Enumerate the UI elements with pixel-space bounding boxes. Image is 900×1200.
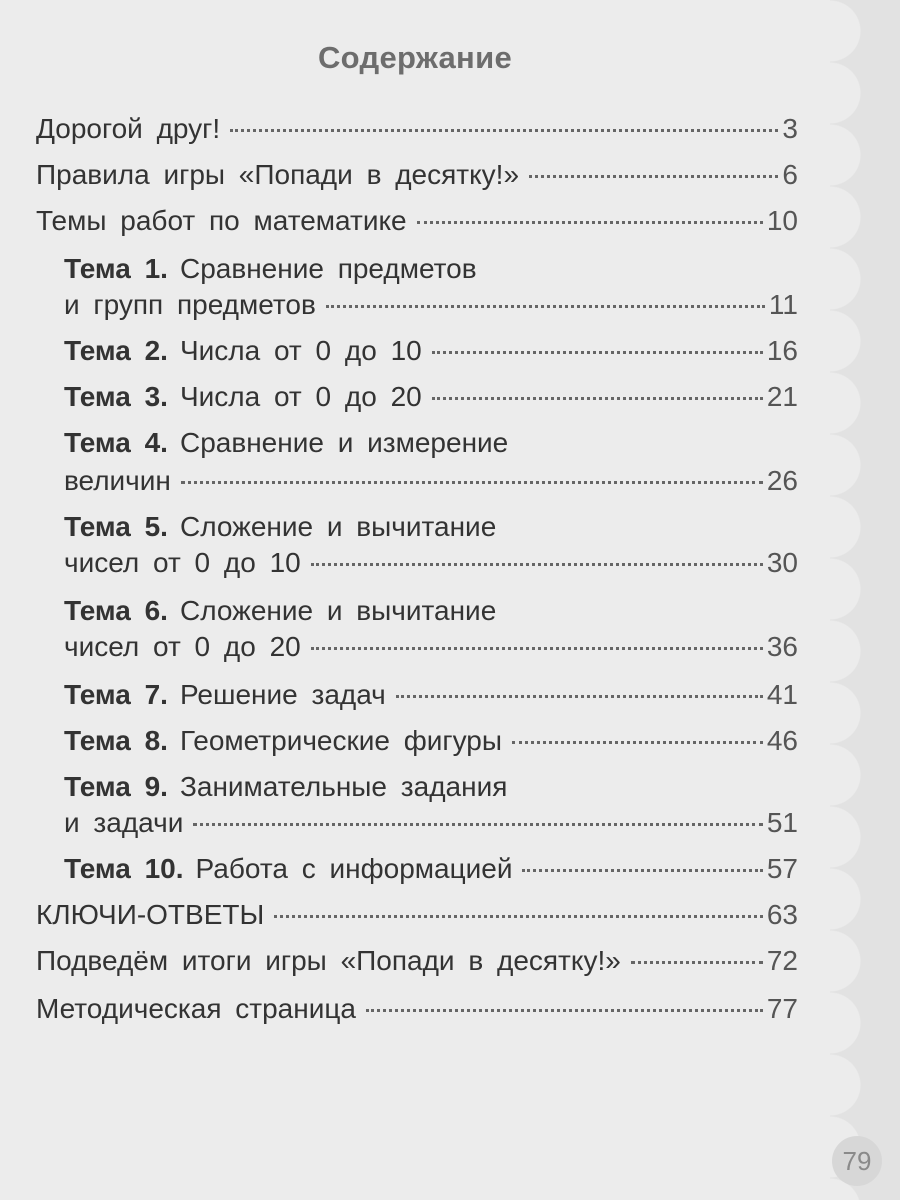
toc-entry-game-results (36, 944, 798, 978)
toc-page-number: 57 (766, 853, 798, 884)
toc-page-number: 11 (768, 289, 798, 320)
toc-entry-text: Занимательные задания (179, 771, 508, 802)
toc-entry-dear-friend (36, 112, 798, 146)
toc-page-number: 46 (766, 725, 798, 756)
dot-leader (631, 961, 763, 964)
toc-entry-topic-4-line2 (64, 464, 798, 498)
toc-entry-methodical-page (36, 992, 798, 1026)
scalloped-margin-decoration (830, 0, 900, 1200)
toc-entry-topic-3 (64, 380, 798, 414)
dot-leader (522, 869, 762, 872)
toc-entry-topic-4-line1 (64, 426, 508, 460)
topic-label: Тема 8. (64, 725, 168, 756)
dot-leader (274, 915, 763, 918)
toc-entry-topic-6-line1 (64, 594, 496, 628)
dot-leader (230, 129, 778, 132)
toc-page-number: 10 (766, 205, 798, 236)
toc-entry-topic-5-line2 (64, 546, 798, 580)
page-title: Содержание (318, 40, 512, 75)
dot-leader (311, 563, 763, 566)
toc-entry-text: Работа с информацией (195, 853, 513, 884)
toc-page-number: 16 (766, 335, 798, 366)
toc-entry-text: Сложение и вычитание (179, 595, 497, 626)
toc-page-number: 6 (782, 159, 798, 190)
toc-entry-text: и групп предметов (64, 289, 316, 320)
toc-entry-topic-6-line2 (64, 630, 798, 664)
toc-entry-text: Числа от 0 до 10 (179, 335, 422, 366)
topic-label: Тема 10. (64, 853, 184, 884)
dot-leader (326, 305, 765, 308)
toc-entry-topic-9-line1 (64, 770, 507, 804)
toc-entry-text: Решение задач (179, 679, 386, 710)
dot-leader (512, 741, 763, 744)
toc-entry-text: Правила игры «Попади в десятку!» (36, 159, 520, 190)
toc-page-number: 41 (766, 679, 798, 710)
toc-entry-text: Подведём итоги игры «Попади в десятку!» (36, 945, 621, 976)
dot-leader (432, 397, 763, 400)
dot-leader (366, 1009, 763, 1012)
toc-entry-math-topics (36, 204, 798, 238)
toc-entry-topic-8 (64, 724, 798, 758)
toc-entry-text: Сравнение предметов (179, 253, 477, 284)
toc-entry-text: Геометрические фигуры (179, 725, 503, 756)
toc-entry-topic-2 (64, 334, 798, 368)
toc-entry-game-rules (36, 158, 798, 192)
topic-label: Тема 5. (64, 511, 168, 542)
topic-label: Тема 9. (64, 771, 168, 802)
toc-page-number: 3 (782, 113, 798, 144)
toc-entry-topic-1-line2 (64, 288, 798, 322)
toc-page-number: 51 (766, 807, 798, 838)
topic-label: Тема 1. (64, 253, 168, 284)
toc-entry-topic-7 (64, 678, 798, 712)
toc-entry-topic-5-line1 (64, 510, 496, 544)
dot-leader (311, 647, 763, 650)
toc-entry-text: КЛЮЧИ-ОТВЕТЫ (36, 899, 265, 930)
topic-label: Тема 6. (64, 595, 168, 626)
toc-page-number: 63 (766, 899, 798, 930)
dot-leader (193, 823, 762, 826)
toc-page-number: 77 (766, 993, 798, 1024)
dot-leader (432, 351, 763, 354)
toc-page-number: 30 (766, 547, 798, 578)
topic-label: Тема 4. (64, 427, 168, 458)
toc-entry-text: Дорогой друг! (36, 113, 221, 144)
toc-entry-text: Числа от 0 до 20 (179, 381, 422, 412)
toc-entry-answer-keys (36, 898, 798, 932)
toc-entry-text: величин (64, 465, 171, 496)
toc-entry-text: Сравнение и измерение (179, 427, 509, 458)
toc-entry-text: Темы работ по математике (36, 205, 407, 236)
toc-entry-text: чисел от 0 до 20 (64, 631, 301, 662)
toc-entry-text: и задачи (64, 807, 184, 838)
dot-leader (529, 175, 778, 178)
toc-entry-text: Сложение и вычитание (179, 511, 497, 542)
dot-leader (417, 221, 763, 224)
toc-page-number: 21 (766, 381, 798, 412)
topic-label: Тема 2. (64, 335, 168, 366)
toc-entry-text: Методическая страница (36, 993, 356, 1024)
dot-leader (396, 695, 763, 698)
dot-leader (181, 481, 763, 484)
page-number-badge: 79 (832, 1136, 882, 1186)
toc-entry-topic-10 (64, 852, 798, 886)
toc-entry-topic-1-line1 (64, 252, 477, 286)
toc-entry-topic-9-line2 (64, 806, 798, 840)
toc-page-number: 72 (766, 945, 798, 976)
topic-label: Тема 7. (64, 679, 168, 710)
toc-entry-text: чисел от 0 до 10 (64, 547, 301, 578)
toc-page-number: 26 (766, 465, 798, 496)
toc-page-number: 36 (766, 631, 798, 662)
topic-label: Тема 3. (64, 381, 168, 412)
